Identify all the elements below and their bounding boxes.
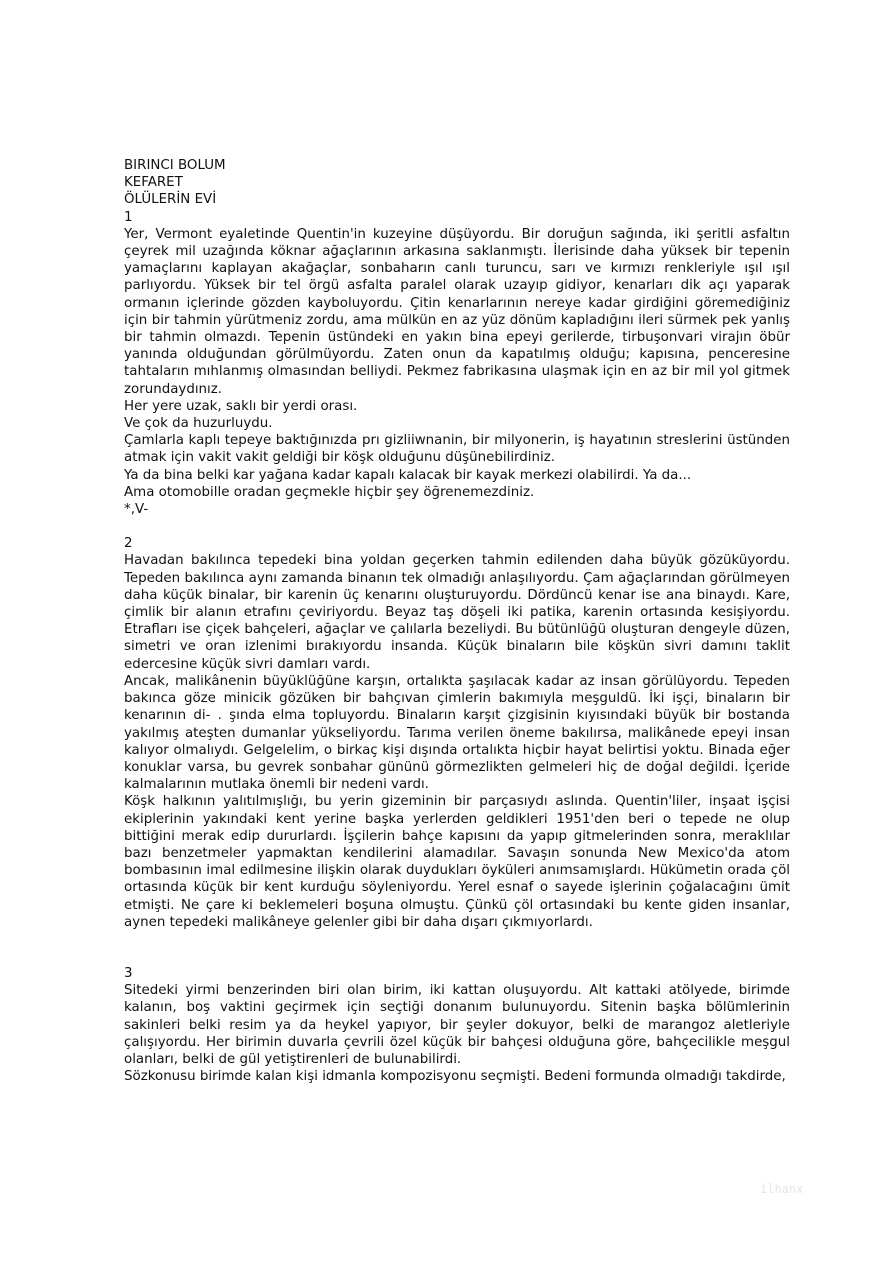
paragraph: Havadan bakılınca tepedeki bina yoldan geçerken tahmin edilenden daha büyük gözüküyordu. Tepeden bakılınca aynı zamanda binanın tek olmadığı anlaşılıyordu. Çam ağaçlarından görülmeyen daha küçük binalar, bir karenin üç kenarını oluşturuyordu. Dördüncü kenar ise ana binaydı. Kare, çimlik bir alanın etrafını çeviriyordu. Beyaz taş döşeli iki patika, karenin ortasında kesişiyordu. Etrafları ise çiçek bahçeleri, ağaçlar ve çalılarla bezeliydi. Bu bütünlüğü oluşturan dengeyle düzen, simetri ve oran izlenimi bırakıyordu insanda. Küçük binaların bile köşkün sivri damını taklit edercesine küçük sivri damları vardı. — [124, 553, 790, 672]
paragraph: Köşk halkının yalıtılmışlığı, bu yerin gizeminin bir parçasıydı aslında. Quentin'liler, inşaat işçisi ekiplerinin yakındaki kent yerine başka yerlerden geldikleri 1951'den beri o tepede ne olup bittiğini merak edip dururlardı. İşçilerin bahçe kapısını da yapıp gitmelerinden sonra, meraklılar bazı benzetmeler yapmaktan kendilerini alamadılar. Savaşın sonunda New Mexico'da atom bombasının imal edilmesine ilişkin olarak duydukları öyküleri anımsamışlardı. Hükümetin orada çöl ortasında küçük bir kent kurduğu söyleniyordu. Yerel esnaf o sayede işlerinin çoğalacağını ümit etmişti. Ne çare ki beklemeleri boşuna olmuştu. Çünkü çöl ortasındaki bu kente giden insanlar, aynen tepedeki malikâneye gelenler gibi bir daha dışarı çıkmıyorlardı. — [124, 794, 790, 930]
paragraph: Ve çok da huzurluydu. — [124, 416, 273, 432]
document-page — [124, 157, 790, 1085]
paragraph: Yer, Vermont eyaletinde Quentin'in kuzeyine düşüyordu. Bir doruğun sağında, iki şeritli asfaltın çeyrek mil uzağında köknar ağaçlarının arkasına saklanmıştı. İlerisinde daha yüksek bir tepenin yamaçlarını kaplayan akağaçlar, sonbaharın canlı turuncu, sarı ve kırmızı renkleriyle ışıl ışıl parlıyordu. Yüksek bir tel örgü asfalta paralel olarak uzayıp gidiyor, kenarları dik açı yaparak ormanın içlerinde gözden kayboluyordu. Çitin kenarlarının nereye kadar girdiğini göremediğiniz için bir tahmin yürütmeniz zordu, ama mülkün en az yüz dönüm kapladığını ileri sürmek pek yanlış bir tahmin olmazdı. Tepenin üstündeki en yakın bina epeyi gerilerde, tirbuşonvari virajın öbür yanında olduğundan görülmüyordu. Zaten onun da kapatılmış olduğu; kapısına, penceresine tahtaların mıhlanmış olmasından belliydi. Pekmez fabrikasına ulaşmak için en az bir mil yol gitmek zorundaydınız. — [124, 226, 790, 397]
section-number: 3 — [124, 965, 133, 981]
paragraph: *,V- — [124, 502, 149, 518]
section-number: 1 — [124, 209, 133, 225]
paragraph: Sözkonusu birimde kalan kişi idmanla kompozisyonu seçmişti. Bedeni formunda olmadığı takdirde, — [124, 1069, 786, 1085]
paragraph: Ya da bina belki kar yağana kadar kapalı kalacak bir kayak merkezi olabilirdi. Ya da... — [124, 467, 692, 483]
paragraph: Çamlarla kaplı tepeye baktığınızda prı gizliiwnanin, bir milyonerin, iş hayatının streslerini üstünden atmak için vakit vakit geldiği bir köşk olduğunu düşünebilirdiniz. — [124, 433, 790, 466]
watermark: ilhanx — [760, 1182, 804, 1196]
paragraph: Ancak, malikânenin büyüklüğüne karşın, ortalıkta şaşılacak kadar az insan görülüyordu. Tepeden bakınca göze minicik gözüken bir bahçıvan çimlerin bakımıyla meşguldü. İki işçi, binaların bir kenarının di- . şında elma topluyordu. Binaların karşıt çizgisinin kıyısındaki büyük bir bostanda yakılmış ateşten dumanlar yükseliyordu. Tarıma verilen öneme bakılırsa, malikânede epeyi insan kalıyor olmalıydı. Gelgelelim, o birkaç kişi dışında ortalıkta hiçbir hayat belirtisi yoktu. Binada eğer konuklar varsa, bu gevrek sonbahar gününü görmezlikten gelmeleri hiç de doğal değildi. İçeride kalmalarının mutlaka önemli bir nedeni vardı. — [124, 673, 790, 793]
book-title: KEFARET — [124, 175, 183, 191]
chapter-title: ÖLÜLERİN EVİ — [124, 192, 217, 208]
paragraph: Ama otomobille oradan geçmekle hiçbir şey öğrenemezdiniz. — [124, 484, 535, 500]
spacer — [124, 931, 790, 965]
paragraph: Sitedeki yirmi benzerinden biri olan birim, iki kattan oluşuyordu. Alt kattaki atölyede, birimde kalanın, boş vaktini geçirmek için seçtiği donanım bulunuyordu. Sitenin başka bölümlerinin sakinleri belki resim ya da heykel yapıyor, bir şeyler dokuyor, belki de marangoz aletleriyle çalışıyordu. Her birimin duvarla çevrili özel küçük bir bahçesi olduğuna göre, bahçecilikle meşgul olanları, belki de gül yetiştirenleri de bulunabilirdi. — [124, 983, 790, 1067]
paragraph: Her yere uzak, saklı bir yerdi orası. — [124, 398, 358, 414]
part-title: BIRINCI BOLUM — [124, 158, 226, 173]
section-number: 2 — [124, 536, 133, 552]
spacer — [124, 518, 790, 535]
